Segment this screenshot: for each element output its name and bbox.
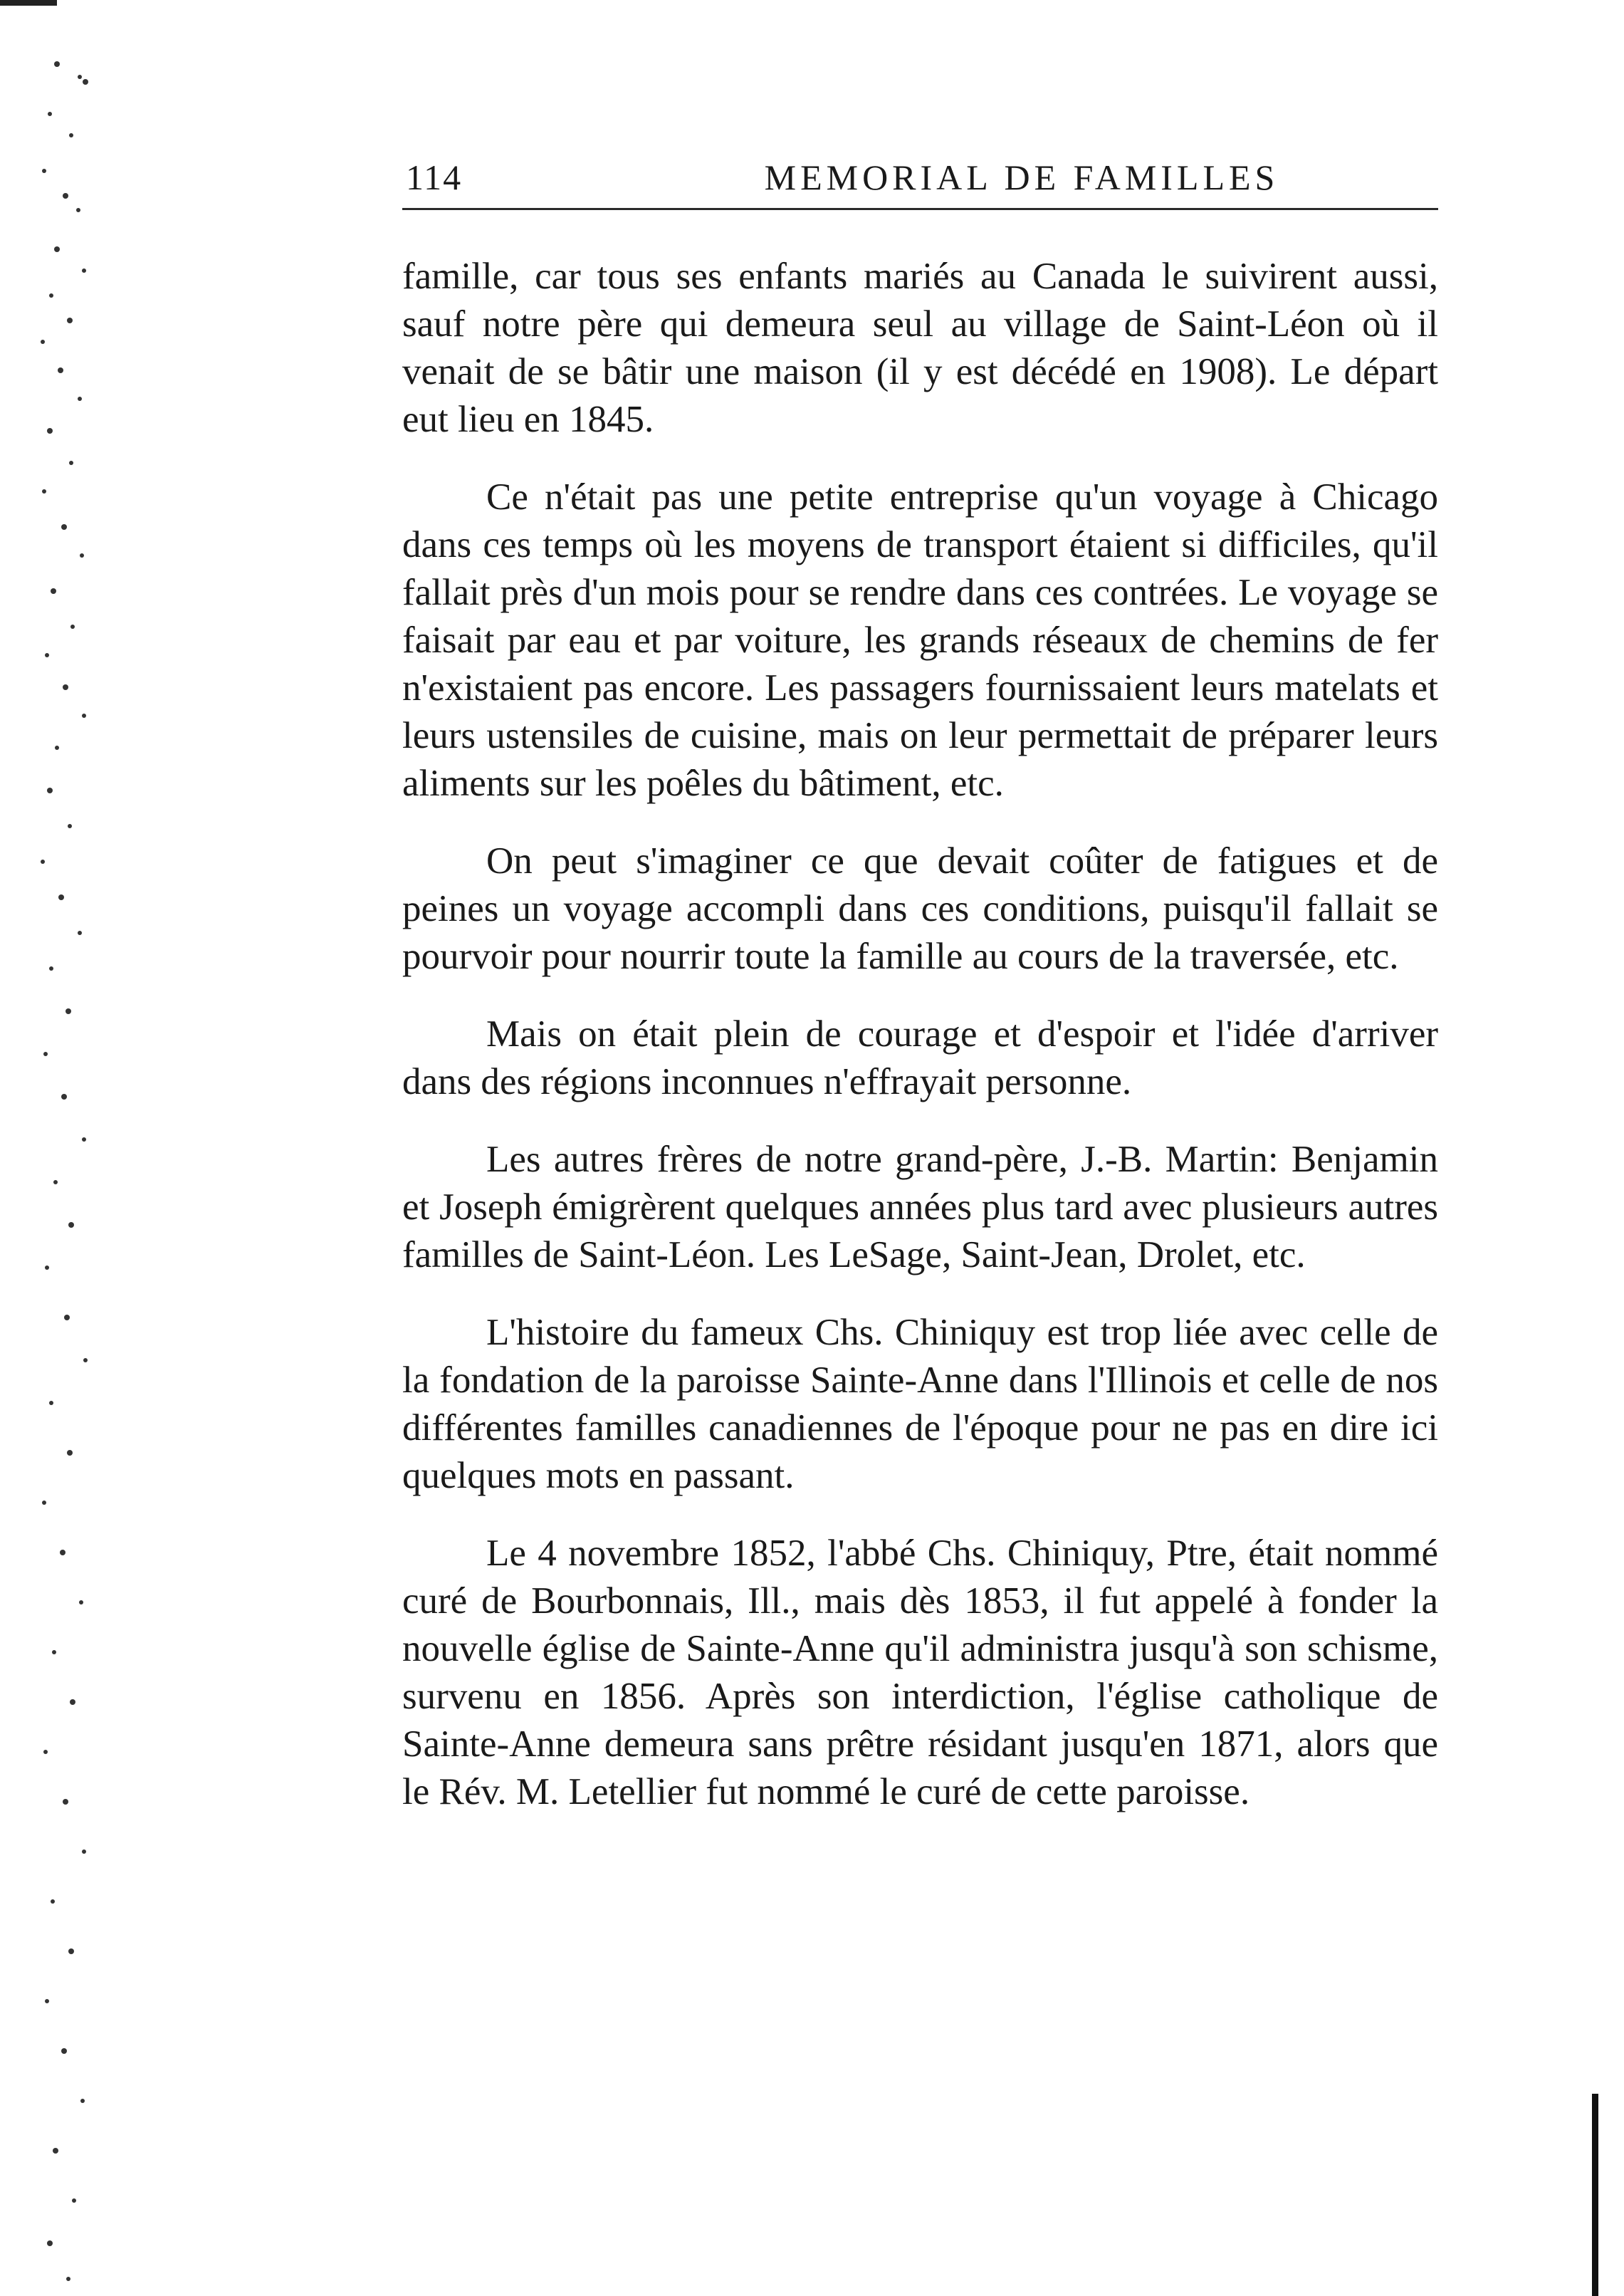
header-rule bbox=[402, 208, 1438, 210]
paragraph: Le 4 novembre 1852, l'abbé Chs. Chiniquy, Ptre, était nommé curé de Bourbonnais, Ill., mais dès 1853, il fut appelé à fonder la nouvelle église de Sainte-Anne qu'il administra jusqu'à son schisme, survenu en 1856. Après son interdiction, l'église catholique de Sainte-Anne demeura sans prêtre résidant jusqu'en 1871, alors que le Rév. M. Letellier fut nommé le curé de cette paroisse. bbox=[402, 1533, 1438, 1812]
page-number: 114 bbox=[406, 157, 463, 197]
scan-artifact-top bbox=[0, 0, 57, 6]
running-header bbox=[406, 157, 1438, 207]
paragraph: Les autres frères de notre grand-père, J.-B. Martin: Benjamin et Joseph émigrèrent quelques années plus tard avec plusieurs autres familles de Saint-Léon. Les LeSage, Saint-Jean, Drolet, etc. bbox=[402, 1139, 1438, 1275]
paragraph: Ce n'était pas une petite entreprise qu'un voyage à Chicago dans ces temps où les moyens de transport étaient si difficiles, qu'il fallait près d'un mois pour se rendre dans ces contrées. Le voyage se faisait par eau et par voiture, les grands réseaux de chemins de fer n'existaient pas encore. Les passagers fournissaient leurs matelats et leurs ustensiles de cuisine, mais on leur permettait de préparer leurs aliments sur les poêles du bâtiment, etc. bbox=[402, 476, 1438, 804]
paragraph: famille, car tous ses enfants mariés au Canada le suivirent aussi, sauf notre père qui demeura seul au village de Saint-Léon où il venait de se bâtir une maison (il y est décédé en 1908). Le départ eut lieu en 1845. bbox=[402, 256, 1438, 440]
scan-artifact-right-edge bbox=[1592, 2094, 1598, 2296]
body-text bbox=[402, 253, 1438, 1846]
paragraph: On peut s'imaginer ce que devait coûter de fatigues et de peines un voyage accompli dans ces conditions, puisqu'il fallait se pourvoir pour nourrir toute la famille au cours de la traversée, etc. bbox=[402, 840, 1438, 977]
scan-speckles bbox=[0, 43, 142, 2293]
paragraph: Mais on était plein de courage et d'espoir et l'idée d'arriver dans des régions inconnues n'effrayait personne. bbox=[402, 1013, 1438, 1102]
running-title: MEMORIAL DE FAMILLES bbox=[764, 157, 1279, 197]
paragraph: L'histoire du fameux Chs. Chiniquy est trop liée avec celle de la fondation de la paroisse Sainte-Anne dans l'Illinois et celle de nos différentes familles canadiennes de l'époque pour ne pas en dire ici quelques mots en passant. bbox=[402, 1312, 1438, 1496]
